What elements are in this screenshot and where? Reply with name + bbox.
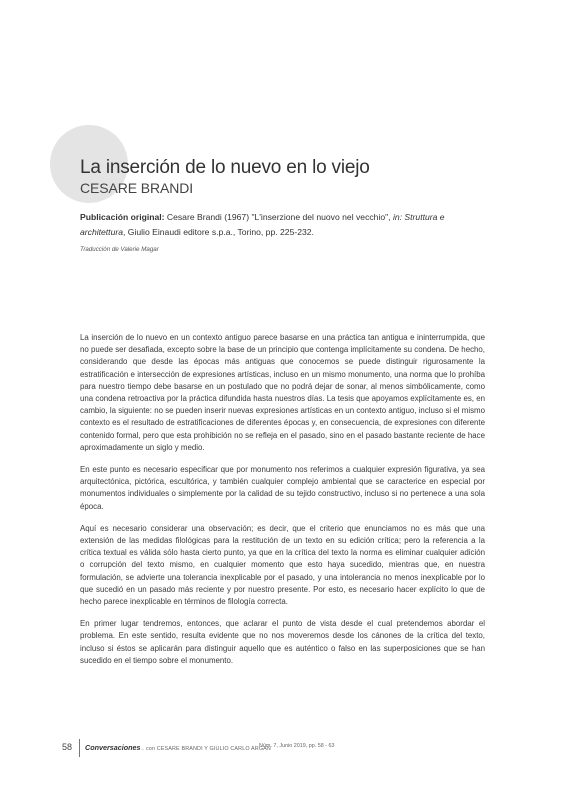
translation-credit: Traducción de Valerie Magar <box>80 246 159 253</box>
journal-suffix: ... <box>140 746 145 751</box>
article-author: CESARE BRANDI <box>80 180 194 196</box>
publication-label: Publicación original: <box>80 212 165 222</box>
publication-end: , Giulio Einaudi editore s.p.a., Torino, pp. 225-232. <box>123 227 314 237</box>
page-number: 58 <box>62 742 73 752</box>
journal-name: Conversaciones <box>85 743 141 752</box>
body-paragraph: Aquí es necesario considerar una observación; es decir, que el criterio que enunciamos no es más que una extensión de las medidas filológicas para la restitución de un texto en su edición crítica; pero la referencia a la crítica textual es válida sólo hasta cierto punto, ya que en la crítica del texto la norma es eliminar cualquier adición o corrupción del texto mismo, en cualquier momento que esto haya sucedido, mientras que, en nuestra formulación, se advierte una tolerancia inexplicable por el pasado, y una intolerancia no menos inexplicable por lo que sucedió en un pasado más reciente y por nuestro presente. Por esto, es necesario hacer explícito lo que de hecho parece inexplicable en términos de filología correcta. <box>80 523 485 607</box>
journal-subtitle: con CESARE BRANDI Y GIULIO CARLO ARGAN <box>144 746 271 752</box>
issue-info: Núm. 7, Junio 2019, pp. 58 - 63 <box>259 743 335 749</box>
page-footer <box>62 741 482 757</box>
body-paragraph: La inserción de lo nuevo en un contexto antiguo parece basarse en una práctica tan antigua e ininterrumpida, que no puede ser desafiada, excepto sobre la base de un principio que contenga implícitamente su condena. De hecho, considerando que desde las épocas más antiguas que conocemos se puede distinguir rigurosamente la estratificación e intersección de expresiones artísticas, incluso en un mismo monumento, una norma que lo prohíba para nuestro tiempo debe basarse en un postulado que no podrá dejar de sonar, al menos simbólicamente, como una condena retroactiva por la práctica difundida hasta nuestros días. La tesis que apoyamos explícitamente es, en cambio, la siguiente: no se pueden inserir nuevas expresiones artísticas en un contexto antiguo, incluso si el mismo contexto es el resultado de estratificaciones de diferentes épocas y, en consecuencia, de expresiones con diferente contenido formal, pero que esta prohibición no se refleja en el pasado, sino en el pasado bastante reciente de hace aproximadamente un siglo y medio. <box>80 333 485 452</box>
article-title: La inserción de lo nuevo en lo viejo <box>80 157 370 178</box>
publication-in: in: Struttura e architettura <box>80 212 445 237</box>
footer-divider <box>79 739 80 757</box>
publication-info <box>80 210 485 240</box>
publication-text: Cesare Brandi (1967) "L'inserzione del nuovo nel vecchio", <box>164 212 393 222</box>
journal-info <box>85 743 271 752</box>
body-paragraph: En primer lugar tendremos, entonces, que aclarar el punto de vista desde el cual pretendemos abordar el problema. En este sentido, resulta evidente que no nos moveremos desde los cánones de la crítica del texto, incluso si éstos se aplicarán para distinguir aquello que es auténtico o falso en las superposiciones que se han sucedido en el tiempo sobre el monumento. <box>80 619 485 665</box>
body-paragraph: En este punto es necesario especificar que por monumento nos referimos a cualquier expresión figurativa, ya sea arquitectónica, pictórica, escultórica, y también cualquier complejo ambiental que se caracterice en especial por monumentos individuales o simplemente por la calidad de su tejido constructivo, incluso si no pertenece a una sola época. <box>80 465 485 511</box>
article-body <box>80 332 485 677</box>
